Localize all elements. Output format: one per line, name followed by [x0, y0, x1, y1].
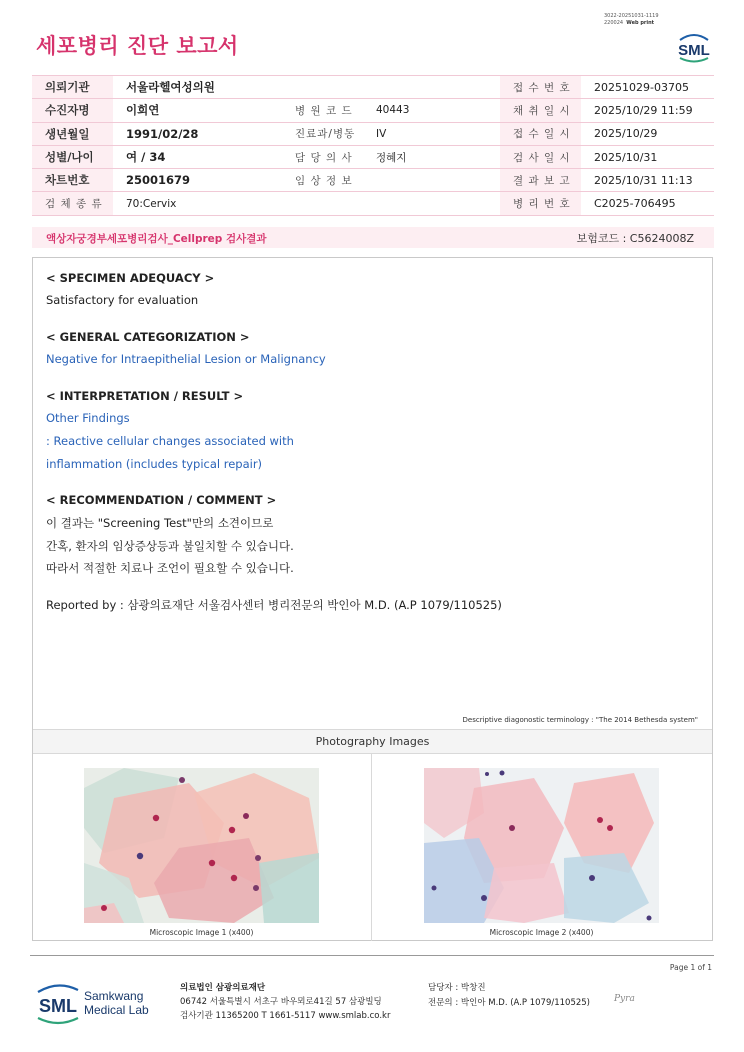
- recommendation-heading: < RECOMMENDATION / COMMENT >: [46, 493, 277, 507]
- staff-manager: 담당자 : 박창진: [428, 983, 486, 993]
- info-label: [282, 76, 363, 99]
- info-row: [32, 122, 714, 145]
- org-name: 의료법인 삼광의료재단: [180, 983, 266, 993]
- info-value: [363, 76, 500, 99]
- recommendation-line-2: 간혹, 환자의 임상증상등과 불일치할 수 있습니다.: [46, 539, 294, 553]
- org-address: 06742 서울특별시 서초구 바우뫼로41길 57 삼광빌딩: [180, 997, 382, 1007]
- info-label: 성별/나이: [32, 145, 113, 168]
- exam-title: 액상자궁경부세포병리검사_Cellprep 검사결과: [46, 233, 267, 245]
- info-value: 2025/10/29: [581, 122, 714, 145]
- info-row: [32, 192, 714, 215]
- info-value: C2025-706495: [581, 192, 714, 215]
- info-value: 25001679: [113, 169, 282, 192]
- patient-info-table: [32, 75, 714, 216]
- interpretation-heading: < INTERPRETATION / RESULT >: [46, 389, 244, 403]
- staff-pathologist: 전문의 : 박인아 M.D. (A.P 1079/110525): [428, 998, 590, 1008]
- info-row: [32, 169, 714, 192]
- info-label: 결 과 보 고: [500, 169, 581, 192]
- footer-brand-2: Medical Lab: [84, 1003, 149, 1017]
- print-code: 220024: [604, 20, 624, 26]
- photo-caption-2: Microscopic Image 2 (x400): [489, 928, 594, 937]
- info-label: 생년월일: [32, 122, 113, 145]
- recommendation-line-1: 이 결과는 "Screening Test"만의 소견이므로: [46, 516, 274, 530]
- recommendation-line-3: 따라서 적절한 치료나 조언이 필요할 수 있습니다.: [46, 561, 294, 575]
- footer-staff: [428, 981, 590, 1011]
- microscopic-image-1: [84, 768, 319, 923]
- info-value: 40443: [363, 99, 500, 122]
- info-value: 2025/10/31 11:13: [581, 169, 714, 192]
- info-label: 접 수 번 호: [500, 76, 581, 99]
- info-value: [363, 169, 500, 192]
- info-value: 20251029-03705: [581, 76, 714, 99]
- footer-org: [180, 981, 390, 1023]
- page-number: Page 1 of 1: [669, 963, 712, 972]
- info-row: [32, 145, 714, 168]
- org-contact: 검사기관 11365200 T 1661-5117 www.smlab.co.kr: [180, 1011, 391, 1021]
- print-id: 3022-20251031-1119: [604, 13, 659, 19]
- specimen-adequacy-heading: < SPECIMEN ADEQUACY >: [46, 271, 215, 285]
- info-label: 차트번호: [32, 169, 113, 192]
- info-value: 2025/10/31: [581, 145, 714, 168]
- info-label: 검 체 종 류: [32, 192, 113, 215]
- interpretation-line-1: Other Findings: [46, 411, 130, 425]
- info-label: 수진자명: [32, 99, 113, 122]
- photography-heading: Photography Images: [33, 729, 712, 754]
- info-label: 채 취 일 시: [500, 99, 581, 122]
- info-label: 병 원 코 드: [282, 99, 363, 122]
- general-categorization-heading: < GENERAL CATEGORIZATION >: [46, 330, 250, 344]
- footer-brand-1: Samkwang: [84, 989, 144, 1003]
- interpretation-line-2: : Reactive cellular changes associated with: [46, 434, 294, 448]
- info-row: [32, 99, 714, 122]
- footer-divider: [30, 955, 714, 956]
- info-label: 담 당 의 사: [282, 145, 363, 168]
- info-label: 의뢰기관: [32, 76, 113, 99]
- samkwang-logo-icon: [36, 980, 156, 1026]
- microscopic-image-2: [424, 768, 659, 923]
- info-value: 이희연: [113, 99, 282, 122]
- specimen-adequacy-text: Satisfactory for evaluation: [46, 293, 199, 307]
- print-label: Web print: [626, 20, 655, 26]
- info-label: 진료과/병동: [282, 122, 363, 145]
- footer-logo-text: SML: [39, 996, 77, 1016]
- sml-logo-icon: [674, 28, 714, 64]
- print-meta: [604, 13, 659, 27]
- signature: Pyra: [614, 994, 635, 1004]
- info-label: [282, 192, 363, 215]
- info-label: 접 수 일 시: [500, 122, 581, 145]
- info-value: 1991/02/28: [113, 122, 282, 145]
- photo-caption-1: Microscopic Image 1 (x400): [149, 928, 254, 937]
- info-value: 여 / 34: [113, 145, 282, 168]
- info-value: [363, 192, 500, 215]
- logo-text: SML: [678, 42, 710, 59]
- info-value: 70:Cervix: [113, 192, 282, 215]
- info-label: 임 상 정 보: [282, 169, 363, 192]
- reported-by: Reported by : 삼광의료재단 서울검사센터 병리전문의 박인아 M.D. (A.P 1079/110525): [46, 598, 502, 612]
- terminology-note: Descriptive diagonostic terminology : "The 2014 Bethesda system": [462, 716, 698, 724]
- info-value: 서울라헬여성의원: [113, 76, 282, 99]
- info-value: 2025/10/29 11:59: [581, 99, 714, 122]
- info-value: 정혜지: [363, 145, 500, 168]
- info-value: IV: [363, 122, 500, 145]
- interpretation-line-3: inflammation (includes typical repair): [46, 457, 263, 471]
- info-label: 병 리 번 호: [500, 192, 581, 215]
- info-row: [32, 76, 714, 99]
- info-label: 검 사 일 시: [500, 145, 581, 168]
- page-title: 세포병리 진단 보고서: [36, 34, 239, 58]
- insurance-code: 보험코드 : C5624008Z: [576, 232, 694, 245]
- general-categorization-text: Negative for Intraepithelial Lesion or Malignancy: [46, 352, 326, 366]
- photo-divider: [371, 754, 372, 941]
